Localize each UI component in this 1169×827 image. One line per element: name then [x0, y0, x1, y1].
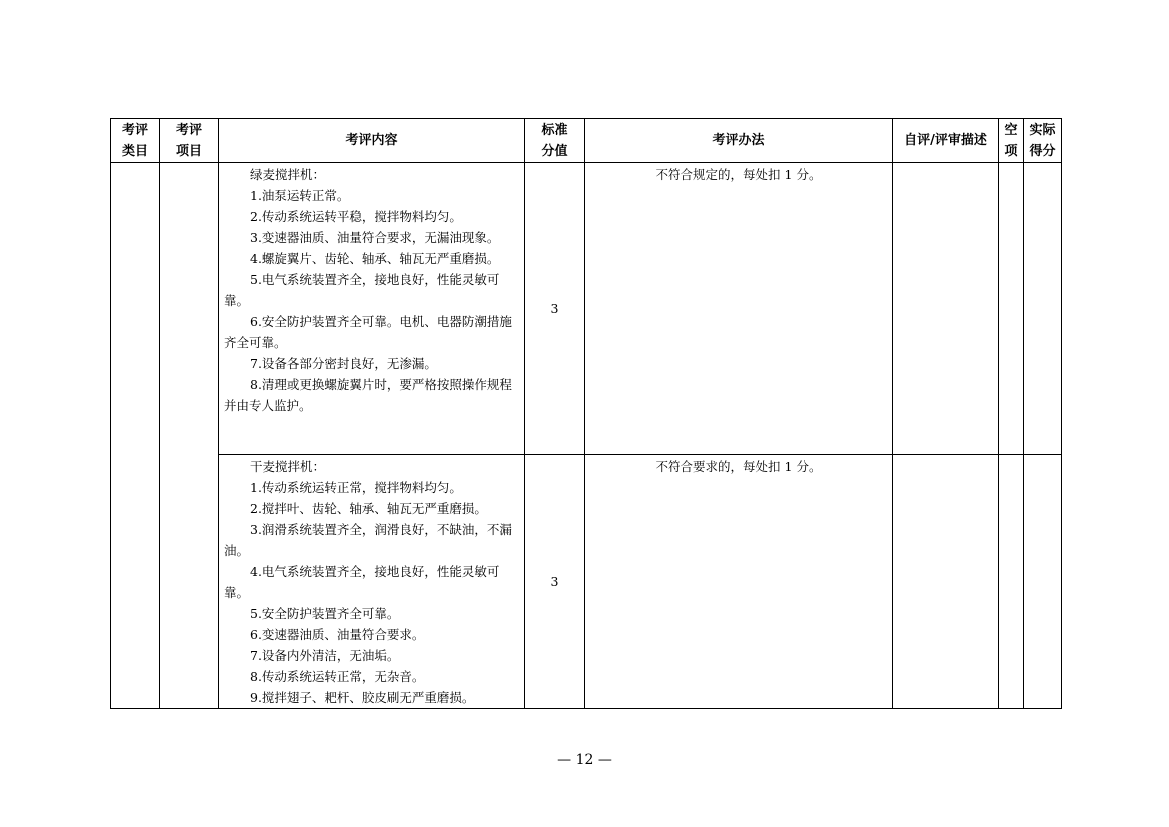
blank-cell: [999, 455, 1024, 709]
score-cell: 3: [525, 455, 585, 709]
page-number: — 12 —: [557, 752, 612, 768]
category-cell: [111, 163, 160, 709]
header-standard-score: 标准 分值: [525, 119, 585, 163]
table-row: [111, 163, 1062, 455]
content-line: 8.清理或更换螺旋翼片时，要严格按照操作规程并由专人监护。: [224, 377, 512, 413]
method-cell: 不符合要求的，每处扣 1 分。: [585, 455, 893, 709]
content-cell: [219, 163, 525, 455]
content-line: 4.螺旋翼片、齿轮、轴承、轴瓦无严重磨损。: [250, 251, 500, 266]
content-line: 3.润滑系统装置齐全，润滑良好，不缺油，不漏油。: [224, 522, 512, 558]
content-line: 9.搅拌翅子、耙杆、胶皮刷无严重磨损。: [250, 690, 475, 705]
evaluation-table: [110, 118, 1062, 709]
content-line: 6.安全防护装置齐全可靠。电机、电器防潮措施齐全可靠。: [224, 314, 512, 350]
blank-cell: [999, 163, 1024, 455]
header-method: 考评办法: [585, 119, 893, 163]
content-line: 1.传动系统运转正常，搅拌物料均匀。: [250, 480, 462, 495]
self-review-cell: [893, 455, 999, 709]
actual-score-cell: [1024, 163, 1062, 455]
header-item: 考评 项目: [160, 119, 219, 163]
actual-score-cell: [1024, 455, 1062, 709]
content-line: 8.传动系统运转正常，无杂音。: [250, 669, 425, 684]
header-blank: 空 项: [999, 119, 1024, 163]
content-line: 3.变速器油质、油量符合要求，无漏油现象。: [250, 230, 500, 245]
self-review-cell: [893, 163, 999, 455]
content-line: 4.电气系统装置齐全，接地良好，性能灵敏可靠。: [224, 564, 500, 600]
item-cell: [160, 163, 219, 709]
header-row: [111, 119, 1062, 163]
content-line: 5.安全防护装置齐全可靠。: [250, 606, 400, 621]
content-line: 6.变速器油质、油量符合要求。: [250, 627, 425, 642]
content-line: 2.搅拌叶、齿轮、轴承、轴瓦无严重磨损。: [250, 501, 487, 516]
content-cell: [219, 455, 525, 709]
header-self-review: 自评/评审描述: [893, 119, 999, 163]
method-cell: 不符合规定的，每处扣 1 分。: [585, 163, 893, 455]
content-title: 绿麦搅拌机：: [250, 167, 326, 182]
content-line: 5.电气系统装置齐全，接地良好，性能灵敏可靠。: [224, 272, 500, 308]
header-category: 考评 类目: [111, 119, 160, 163]
table-row: [111, 455, 1062, 709]
score-cell: 3: [525, 163, 585, 455]
content-title: 干麦搅拌机：: [250, 459, 326, 474]
header-actual-score: 实际 得分: [1024, 119, 1062, 163]
content-line: 7.设备各部分密封良好，无渗漏。: [250, 356, 437, 371]
content-line: 1.油泵运转正常。: [250, 188, 350, 203]
content-line: 7.设备内外清洁，无油垢。: [250, 648, 400, 663]
header-content: 考评内容: [219, 119, 525, 163]
content-line: 2.传动系统运转平稳，搅拌物料均匀。: [250, 209, 462, 224]
